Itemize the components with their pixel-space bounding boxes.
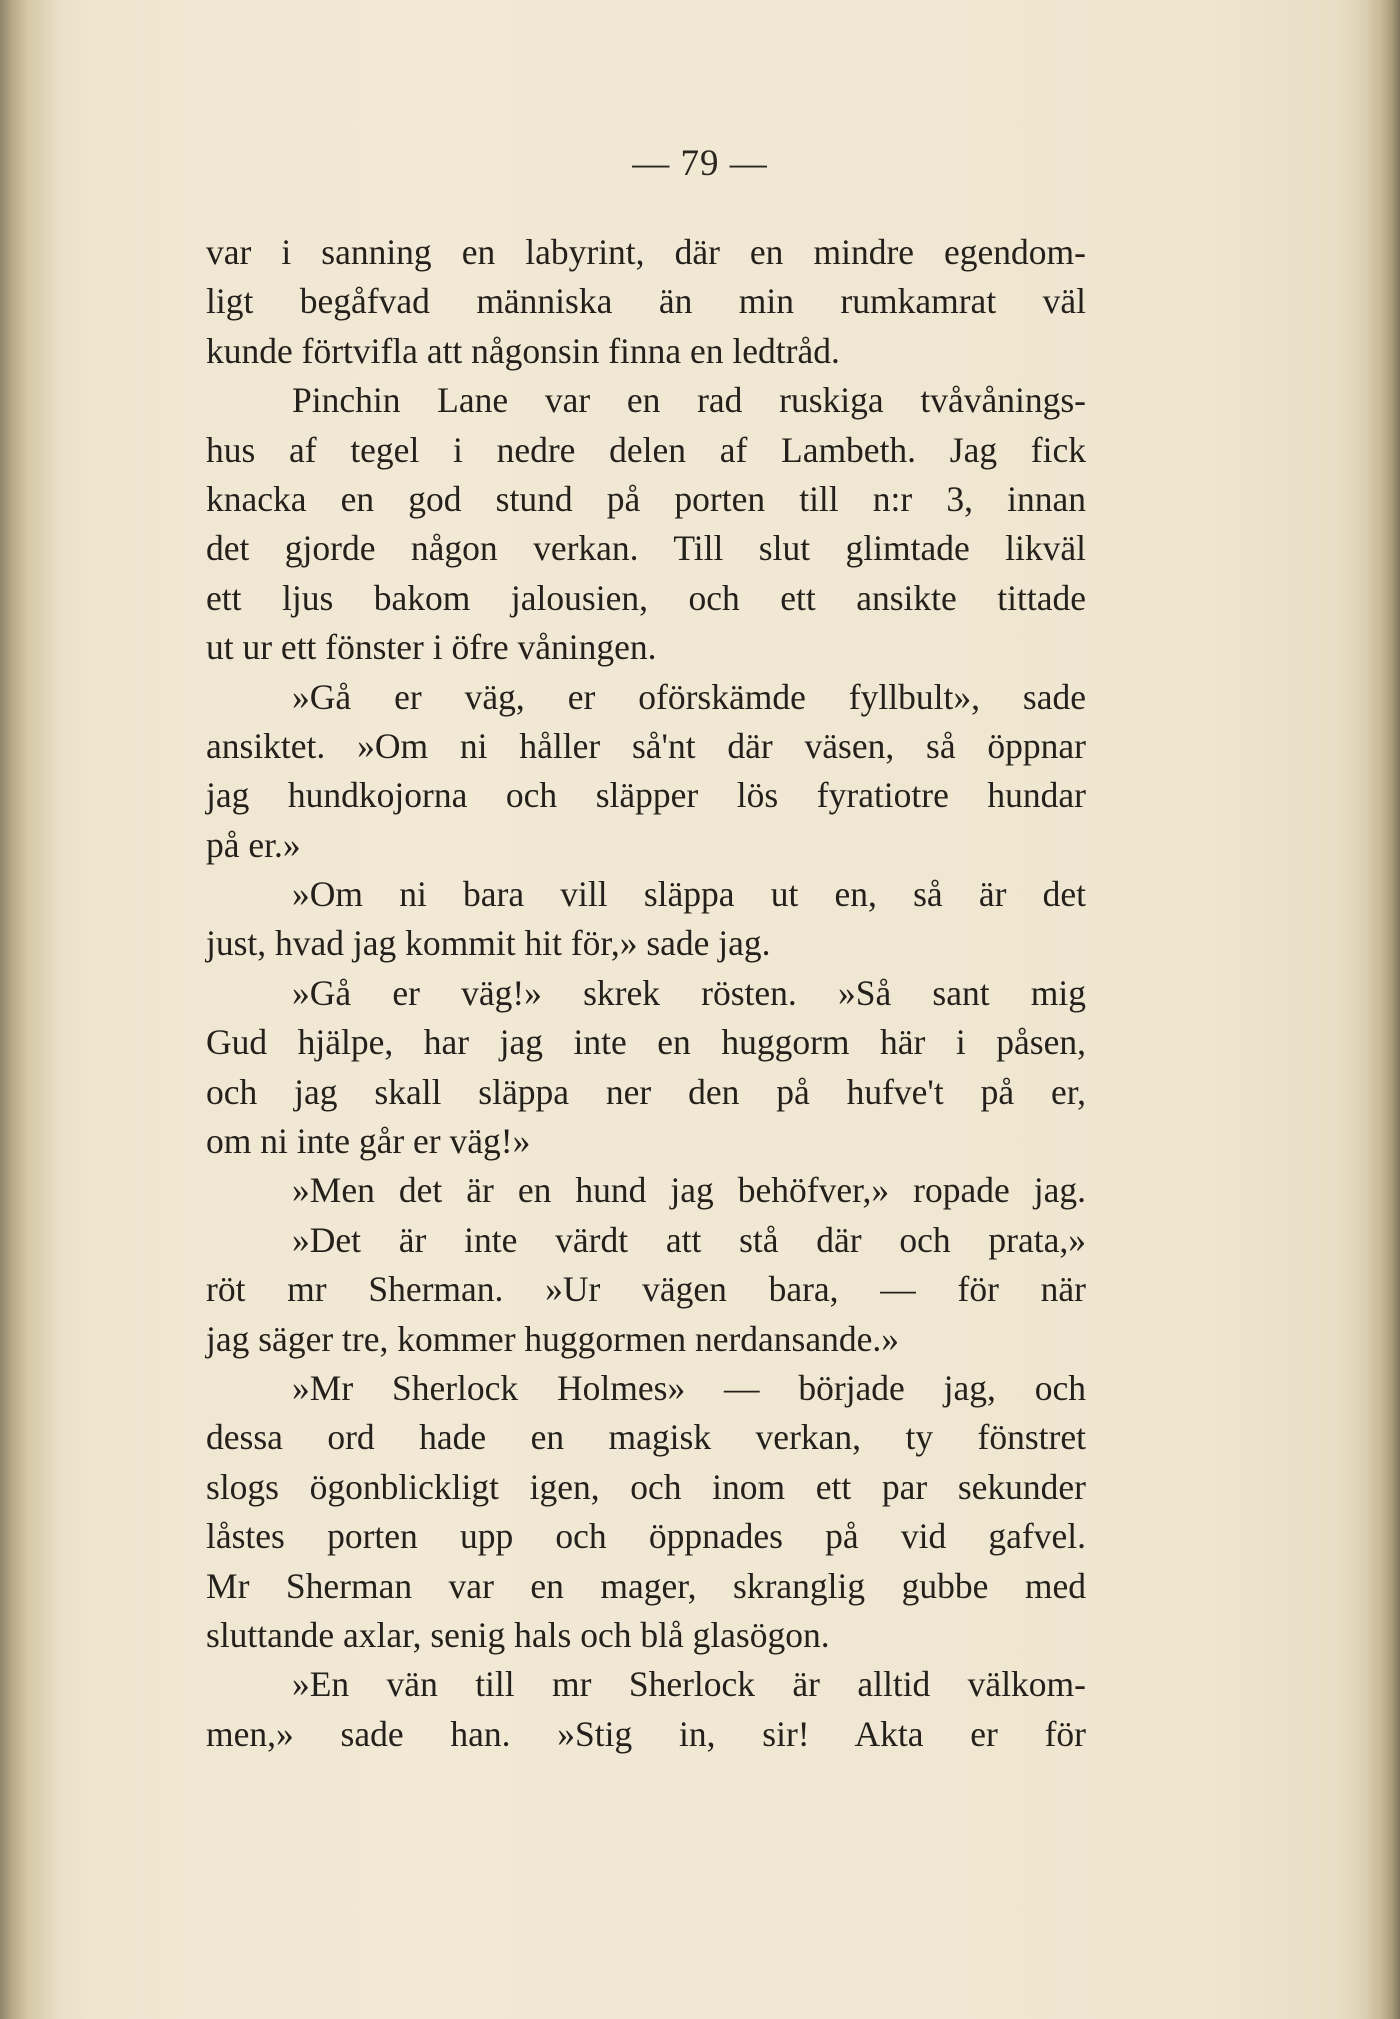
text-line: låstes porten upp och öppnades på vid gafvel. — [206, 1516, 1086, 1557]
text-line: »Mr Sherlock Holmes» — började jag, och — [292, 1367, 1086, 1408]
text-line: ut ur ett fönster i öfre våningen. — [206, 627, 657, 668]
text-line: hus af tegel i nedre delen af Lambeth. Jag fick — [206, 429, 1086, 470]
text-line: kunde förtvifla att någonsin finna en ledtråd. — [206, 330, 840, 371]
text-line: röt mr Sherman. »Ur vägen bara, — för när — [206, 1269, 1086, 1310]
page-edge — [1366, 0, 1400, 2019]
text-line: Gud hjälpe, har jag inte en huggorm här i påsen, — [206, 1022, 1086, 1063]
text-line: ligt begåfvad människa än min rumkamrat väl — [206, 281, 1086, 322]
text-line: dessa ord hade en magisk verkan, ty fönstret — [206, 1417, 1086, 1458]
text-line: »Det är inte värdt att stå där och prata,» — [292, 1219, 1086, 1260]
text-line: om ni inte går er väg!» — [206, 1121, 531, 1162]
text-line: sluttande axlar, senig hals och blå glasögon. — [206, 1614, 830, 1655]
page-number: — 79 — — [632, 143, 768, 184]
text-line: var i sanning en labyrint, där en mindre egendom- — [206, 232, 1086, 272]
text-line: »En vän till mr Sherlock är alltid välkom- — [292, 1664, 1086, 1705]
text-line: jag hundkojorna och släpper lös fyratiotre hundar — [206, 775, 1086, 816]
text-line: slogs ögonblickligt igen, och inom ett par sekunder — [206, 1466, 1086, 1507]
text-line: på er.» — [206, 824, 301, 865]
text-line: jag säger tre, kommer huggormen nerdansande.» — [206, 1318, 899, 1359]
text-line: »Gå er väg!» skrek rösten. »Så sant mig — [292, 972, 1086, 1013]
text-line: det gjorde någon verkan. Till slut glimtade likväl — [206, 528, 1086, 569]
text-line: just, hvad jag kommit hit för,» sade jag. — [206, 923, 771, 964]
text-line: Mr Sherman var en mager, skranglig gubbe med — [206, 1565, 1086, 1606]
text-line: ett ljus bakom jalousien, och ett ansikte tittade — [206, 577, 1086, 618]
text-line: men,» sade han. »Stig in, sir! Akta er för — [206, 1713, 1086, 1754]
text-line: »Om ni bara vill släppa ut en, så är det — [292, 874, 1086, 915]
text-line: ansiktet. »Om ni håller så'nt där väsen, så öppnar — [206, 725, 1086, 766]
text-line: »Gå er väg, er oförskämde fyllbult», sade — [292, 676, 1086, 717]
text-line: och jag skall släppa ner den på hufve't på er, — [206, 1071, 1086, 1112]
body-text — [206, 228, 1086, 1759]
text-line: knacka en god stund på porten till n:r 3, innan — [206, 478, 1086, 519]
binding-shadow — [0, 0, 60, 2019]
text-line: »Men det är en hund jag behöfver,» ropade jag. — [292, 1170, 1086, 1211]
text-line: Pinchin Lane var en rad ruskiga tvåvånings- — [292, 380, 1086, 421]
